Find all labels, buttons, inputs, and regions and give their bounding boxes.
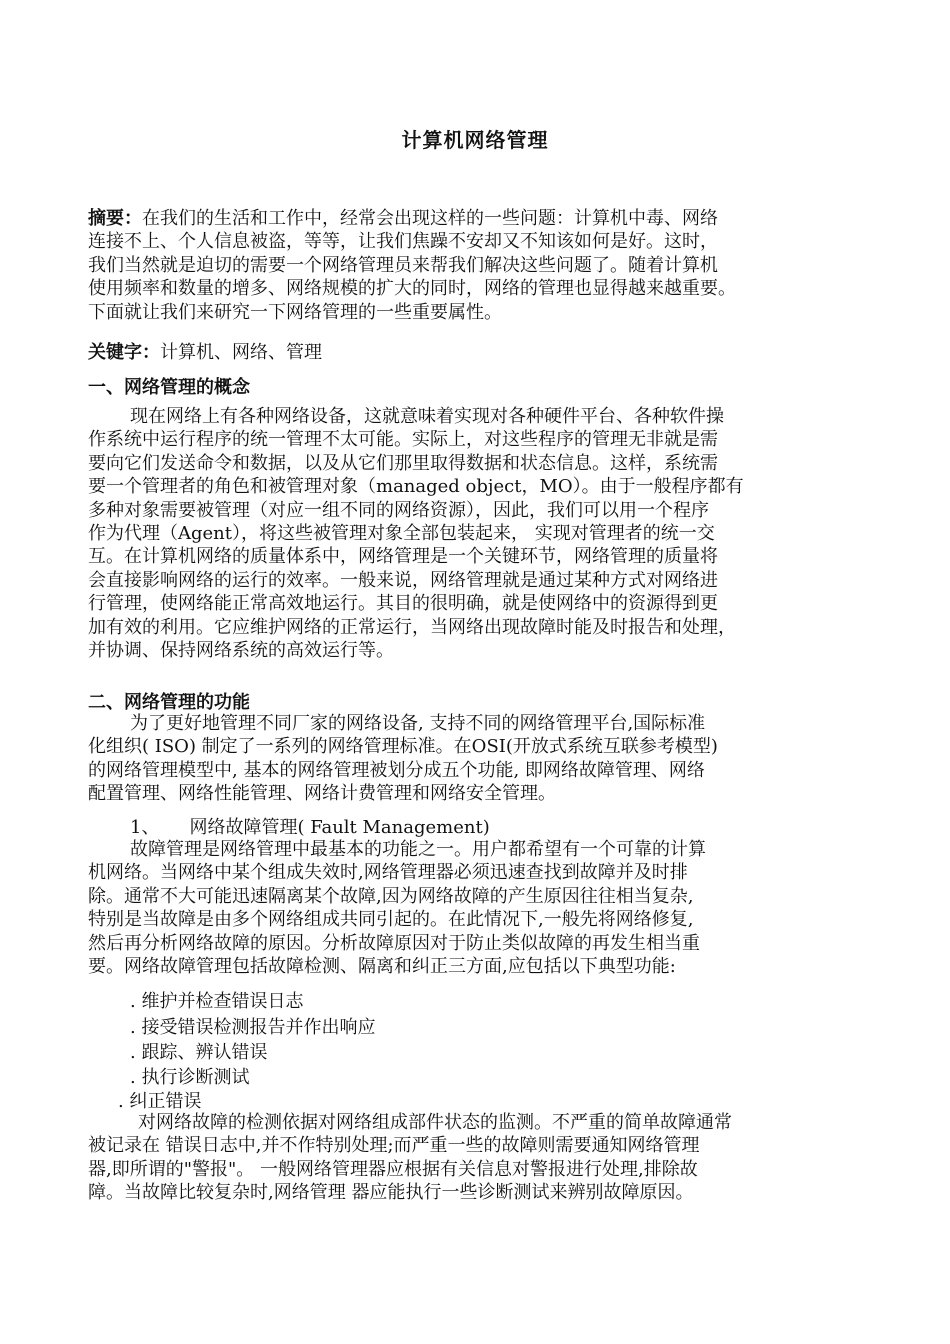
- paragraph-line: 然后再分析网络故障的原因。分析故障原因对于防止类似故障的再发生相当重: [88, 932, 700, 954]
- paragraph-line: 并协调、保持网络系统的高效运行等。: [88, 640, 394, 662]
- paragraph-line: 的网络管理模型中, 基本的网络管理被划分成五个功能, 即网络故障管理、网络: [88, 759, 705, 781]
- abstract-line: 下面就让我们来研究一下网络管理的一些重要属性。: [88, 301, 502, 323]
- paragraph-line: 多种对象需要被管理（对应一组不同的网络资源），因此，我们可以用一个程序: [88, 499, 709, 521]
- abstract-line: 连接不上、个人信息被盗，等等，让我们焦躁不安却又不知该如何是好。这时，: [88, 231, 718, 253]
- paragraph-line: 障。当故障比较复杂时,网络管理 器应能执行一些诊断测试来辨别故障原因。: [88, 1182, 694, 1204]
- keywords-text: 计算机、网络、管理: [160, 342, 322, 363]
- abstract-line: 摘要：在我们的生活和工作中，经常会出现这样的一些问题：计算机中毒、网络: [88, 208, 718, 229]
- paragraph-line: 要向它们发送命令和数据，以及从它们那里取得数据和状态信息。这样，系统需: [88, 452, 718, 474]
- paragraph-line: 互。在计算机网络的质量体系中，网络管理是一个关键环节，网络管理的质量将: [88, 546, 718, 568]
- list-item: . 执行诊断测试: [130, 1067, 250, 1088]
- paragraph-line: 化组织( ISO) 制定了一系列的网络管理标准。在OSI(开放式系统互联参考模型): [88, 736, 718, 758]
- paragraph-line: 加有效的利用。它应维护网络的正常运行，当网络出现故障时能及时报告和处理，: [88, 616, 736, 638]
- abstract-line: 我们当然就是迫切的需要一个网络管理员来帮我们解决这些问题了。随着计算机: [88, 254, 718, 276]
- paragraph-line: 被记录在 错误日志中,并不作特别处理;而严重一些的故障则需要通知网络管理: [88, 1135, 700, 1157]
- subsection1-paragraph: [88, 838, 888, 978]
- paragraph-line: 要。网络故障管理包括故障检测、隔离和纠正三方面,应包括以下典型功能:: [88, 956, 676, 978]
- paragraph-line: 为了更好地管理不同厂家的网络设备, 支持不同的网络管理平台,国际标准: [130, 713, 706, 734]
- paragraph-line: 机网络。当网络中某个组成失效时,网络管理器必须迅速查找到故障并及时排: [88, 862, 688, 884]
- keywords-label: 关键字：: [88, 342, 160, 363]
- section-heading-functions: 二、网络管理的功能: [88, 692, 250, 713]
- list-item: . 跟踪、辨认错误: [130, 1042, 268, 1063]
- list-item: . 维护并检查错误日志: [130, 991, 304, 1012]
- abstract-paragraph: [88, 207, 888, 324]
- section1-paragraph: [88, 405, 888, 662]
- subsection-heading: [130, 813, 490, 839]
- section-heading-concept: 一、网络管理的概念: [88, 377, 250, 398]
- abstract-line: 使用频率和数量的增多、网络规模的扩大的同时，网络的管理也显得越来越重要。: [88, 278, 736, 300]
- paragraph-line: 会直接影响网络的运行的效率。一般来说，网络管理就是通过某种方式对网络进: [88, 569, 718, 591]
- keywords-line: [88, 341, 888, 364]
- paragraph-line: 现在网络上有各种网络设备，这就意味着实现对各种硬件平台、各种软件操: [130, 406, 724, 427]
- paragraph-line: 特别是当故障是由多个网络组成共同引起的。在此情况下,一般先将网络修复,: [88, 909, 694, 931]
- section2-paragraph: [88, 712, 888, 806]
- list-item: . 接受错误检测报告并作出响应: [130, 1017, 376, 1038]
- paragraph-line: 配置管理、网络性能管理、网络计费管理和网络安全管理。: [88, 783, 556, 805]
- abstract-label: 摘要：: [88, 208, 142, 229]
- paragraph-line: 除。通常不大可能迅速隔离某个故障,因为网络故障的产生原因往往相当复杂,: [88, 885, 694, 907]
- document-title: 计算机网络管理: [401, 128, 549, 152]
- paragraph-line: 器,即所谓的"警报"。 一般网络管理器应根据有关信息对警报进行处理,排除故: [88, 1158, 698, 1180]
- paragraph-line: 行管理，使网络能正常高效地运行。其目的很明确，就是使网络中的资源得到更: [88, 593, 718, 615]
- paragraph-line: 故障管理是网络管理中最基本的功能之一。用户都希望有一个可靠的计算: [130, 839, 706, 860]
- list-item: . 纠正错误: [118, 1091, 202, 1112]
- paragraph-line: 对网络故障的检测依据对网络组成部件状态的监测。不严重的简单故障通常: [138, 1112, 732, 1133]
- paragraph-line: 作系统中运行程序的统一管理不太可能。实际上，对这些程序的管理无非就是需: [88, 429, 718, 451]
- paragraph-line: 作为代理（Agent），将这些被管理对象全部包装起来， 实现对管理者的统一交: [88, 523, 715, 545]
- subsection-title: 网络故障管理( Fault Management): [189, 817, 490, 838]
- subsection-number: 1、: [130, 817, 160, 838]
- paragraph-line: 要一个管理者的角色和被管理对象（managed object，MO）。由于一般程序都有: [88, 476, 744, 498]
- detection-paragraph: [88, 1111, 888, 1205]
